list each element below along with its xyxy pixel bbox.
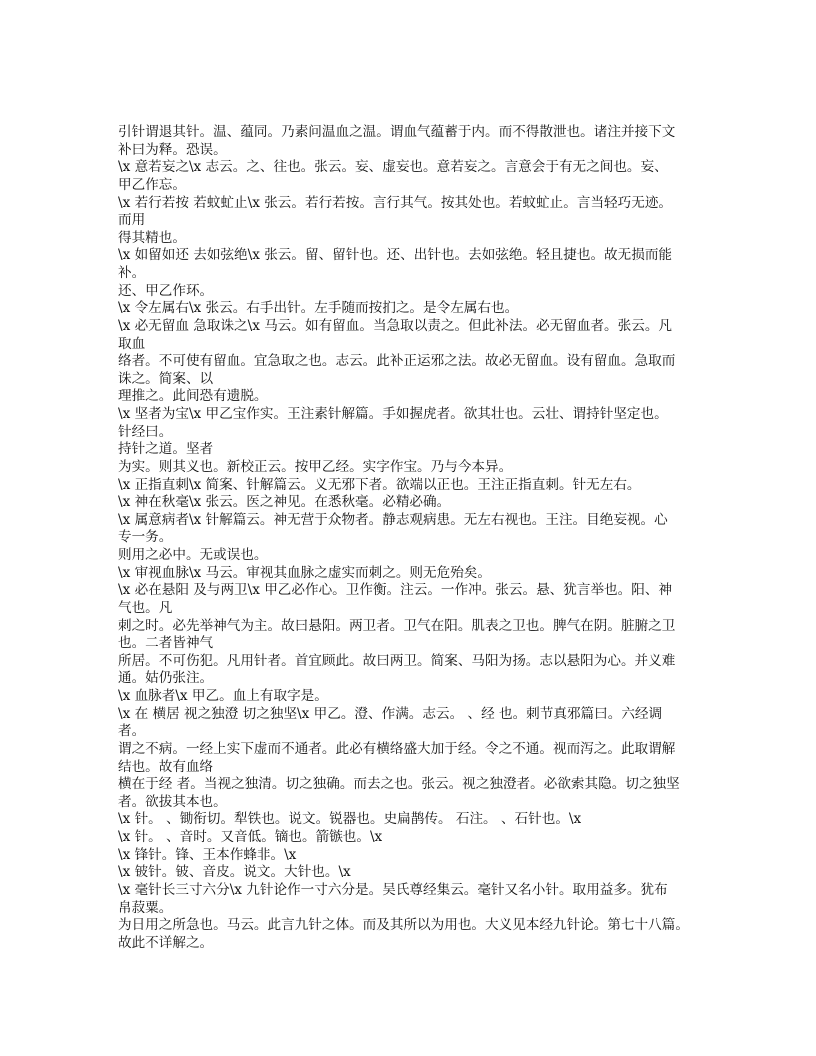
text-line: 刺之时。必先举神气为主。故曰悬阳。两卫者。卫气在阳。肌表之卫也。脾气在阴。脏腑之卫: [118, 617, 676, 634]
text-line: 帛菽粟。: [118, 899, 173, 916]
text-line: \x 令左属右\x 张云。右手出针。左手随而按扪之。是令左属右也。: [118, 300, 519, 317]
text-line: 补曰为释。恐误。: [118, 141, 227, 158]
text-line: \x 毫针长三寸六分\x 九针论作一寸六分是。吴氏尊经集云。毫针又名小针。取用益多。犹布: [118, 881, 668, 898]
text-line: \x 神在秋毫\x 张云。医之神见。在悉秋毫。必精必确。: [118, 494, 451, 511]
text-line: 专一务。: [118, 529, 173, 546]
text-line: 故此不详解之。: [118, 934, 214, 951]
text-line: \x 必在悬阳 及与两卫\x 甲乙必作心。卫作衡。注云。一作冲。张云。悬、犹言举也。阳、神: [118, 582, 673, 599]
text-line: 为日用之所急也。马云。此言九针之体。而及其所以为用也。大义见本经九针论。第七十八篇。: [118, 917, 689, 934]
text-line: 还、甲乙作环。: [118, 282, 214, 299]
text-line: \x 铍针。铍、音皮。说文。大针也。\x: [118, 864, 351, 881]
text-line: 而用: [118, 212, 146, 229]
text-line: 取血: [118, 335, 146, 352]
text-line: 结也。故有血络: [118, 758, 214, 775]
text-line: \x 审视血脉\x 马云。审视其血脉之虚实而刺之。则无危殆矣。: [118, 564, 491, 581]
text-line: 甲乙作忘。: [118, 176, 186, 193]
text-line: 谓之不病。一经上实下虚而不通者。此必有横络盛大加于经。令之不通。视而泻之。此取谓解: [118, 740, 676, 757]
text-line: 为实。则其义也。新校正云。按甲乙经。实字作宝。乃与今本异。: [118, 458, 513, 475]
text-line: 得其精也。: [118, 229, 186, 246]
text-line: 针经曰。: [118, 423, 173, 440]
text-line: \x 锋针。锋、王本作蜂非。\x: [118, 846, 297, 863]
text-line: \x 必无留血 急取诛之\x 马云。如有留血。当急取以责之。但此补法。必无留血者。张云。凡: [118, 317, 673, 334]
text-line: \x 属意病者\x 针解篇云。神无营于众物者。静志观病患。无左右视也。王注。目绝妄视。心: [118, 511, 668, 528]
text-line: 则用之必中。无或误也。: [118, 547, 268, 563]
text-line: 者。欲拔其本也。: [118, 793, 227, 810]
text-line: \x 坚者为宝\x 甲乙宝作实。王注素针解篇。手如握虎者。欲其壮也。云壮、谓持针坚定也。: [118, 406, 668, 422]
text-line: \x 针。 、音时。又音低。镝也。箭镞也。\x: [118, 829, 383, 845]
document-body: [118, 124, 718, 952]
text-line: 络者。不可使有留血。宜急取之也。志云。此补正运邪之法。故必无留血。设有留血。急取而: [118, 353, 676, 370]
text-line: 气也。凡: [118, 599, 173, 616]
text-line: 诛之。简案、以: [118, 370, 214, 387]
text-line: 持针之道。坚者: [118, 441, 214, 458]
text-line: 补。: [118, 265, 146, 281]
text-line: 者。: [118, 723, 146, 740]
text-line: 引针谓退其针。温、蕴同。乃素问温血之温。谓血气蕴蓄于内。而不得散泄也。诸注并接下文: [118, 124, 676, 140]
text-line: \x 如留如还 去如弦绝\x 张云。留、留针也。还、出针也。去如弦绝。轻且捷也。故无损而能: [118, 247, 673, 264]
text-line: \x 正指直刺\x 简案、针解篇云。义无邪下者。欲端以正也。王注正指直刺。针无左右。: [118, 476, 641, 493]
text-line: \x 血脉者\x 甲乙。血上有取字是。: [118, 688, 328, 704]
text-line: 横在于经 者。当视之独清。切之独确。而去之也。张云。视之独澄者。必欲索其隐。切之独坚: [118, 776, 680, 793]
text-line: \x 若行若按 若蚊虻止\x 张云。若行若按。言行其气。按其处也。若蚊虻止。言当轻巧无迹。: [118, 194, 673, 211]
text-line: \x 意若妄之\x 志云。之、往也。张云。妄、虚妄也。意若妄之。言意会于有无之间也。妄、: [118, 159, 668, 176]
text-line: 所居。不可伤犯。凡用针者。首宜顾此。故曰两卫。简案、马阳为扬。志以悬阳为心。并义难: [118, 652, 676, 669]
text-line: \x 针。 、锄衔切。犁铁也。说文。锐器也。史扁鹊传。 石注。 、石针也。\x: [118, 811, 582, 828]
text-line: 也。二者皆神气: [118, 635, 214, 652]
text-line: 通。姑仍张注。: [118, 670, 214, 687]
text-line: \x 在 横居 视之独澄 切之独坚\x 甲乙。澄、作满。志云。 、经 也。刺节真邪篇曰。六经调: [118, 705, 663, 722]
text-line: 理推之。此间恐有遗脱。: [118, 388, 268, 405]
